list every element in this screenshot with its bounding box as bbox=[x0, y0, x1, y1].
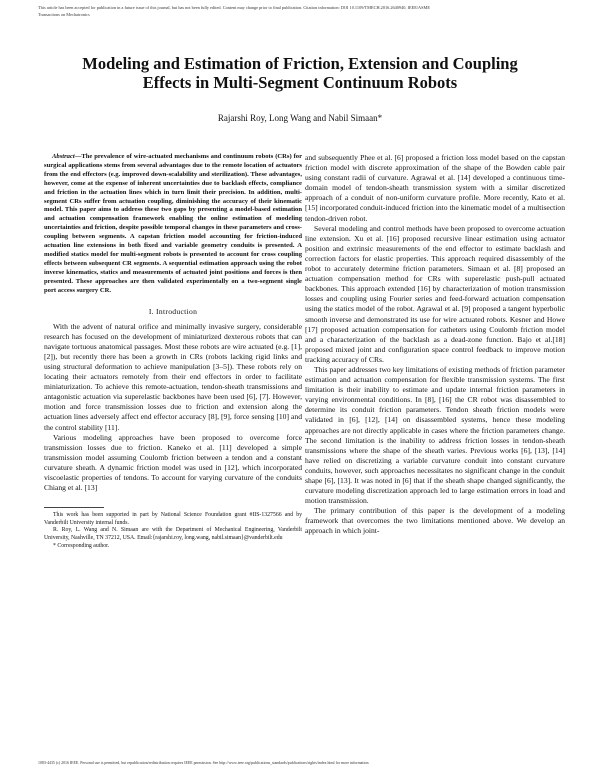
right-paragraph: This paper addresses two key limitations of existing methods of friction parameter estimation and actuation compensation for flexible transmission systems. The first limitation is their inability to estimate and update internal friction parameters in varying environmental conditions. In [8], [16] the CR robot was disassembled to determine its conduit friction parameters. Tendon sheath friction models were validated in [6], [12], [14] on disassembled systems, hence these modeling approaches are not directly applicable in cases where the friction parameters change. The second limitation is the inability to address friction losses in tendon-sheath transmissions where the shape of the sheath varies. Previous works [6], [13], [14] have relied on discretizing a variable curvature conduit into constant curvature conduits, however, such approaches necessitates no significant change in the conduit shape [6], [13]. It was noted in [6] that if the sheath shape changed significantly, the curvature modeling discretization approach led to large estimation errors in load and motion transmission. bbox=[305, 364, 565, 506]
section-heading-introduction: I. Introduction bbox=[148, 306, 198, 316]
footnote: * Corresponding author. bbox=[53, 542, 110, 549]
right-column bbox=[305, 153, 565, 537]
right-paragraph: The primary contribution of this paper is the development of a modeling framework that overcomes the two limitations mentioned above. We develop an approach in which joint- bbox=[305, 506, 565, 536]
journal-header bbox=[38, 5, 568, 18]
left-column bbox=[44, 153, 302, 550]
right-paragraph: Several modeling and control methods have been proposed to overcome actuation line extension. Xu et al. [16] proposed recursive linear estimation using actuator position and extrinsic measurements of the end effector to estimate backlash and correction factors for elastic properties. This approach required disassembly of the robot to accurately determine friction parameters. Simaan et al. [8] proposed an actuation compensation method for CRs with superelastic push-pull actuated backbones. This approach extended [16] by characterization of motion transmission losses and coupling using Fourier series and feed-forward actuation compensation using the statics model of the robot. Agrawal et al. [9] proposed a tangent hyperbolic smooth inverse and demonstrated its use for wire actuated robots. Kesner and Howe [17] proposed actuation compensation for catheters using Coulomb friction model and a characterization of the backlash as a dead-zone function. Bajo et al.[18] proposed mixed joint and configuration space control feedback to improve motion tracking accuracy of CRs. bbox=[305, 223, 565, 364]
header-line-2: Transactions on Mechatronics bbox=[38, 11, 90, 17]
footnote: This work has been supported in part by National Science Foundation grant #IIS-1327566 and by Vanderbilt University internal funds. bbox=[44, 512, 302, 526]
left-paragraph: Various modeling approaches have been proposed to overcome force transmission losses due to friction. Kaneko et al. [11] developed a simple transmission model assuming Coulomb friction between a tendon and a constant curvature sheath. A dynamic friction model was used in [12], which incorporated viscoelastic properties of tendons. To account for varying curvature of the conduits Chiang et al. [13] bbox=[44, 432, 302, 493]
abstract-lead: Abstract bbox=[52, 153, 75, 160]
author-list: Rajarshi Roy, Long Wang and Nabil Simaan* bbox=[217, 113, 383, 123]
header-line-1: This article has been accepted for publication in a future issue of this journal, but has not been fully edited. Content may change prior to final publication. Citation information: DOI 10.1109/TMECH.2016.2640940, IEEE/ASME bbox=[38, 5, 430, 10]
footnote: R. Roy, L. Wang and N. Simaan are with the Department of Mechanical Engineering, Vanderbilt University, Nashville, TN 37212, USA. Email:{rajarshi.roy, long.wang, nabil.simaan}@vanderbilt.edu bbox=[44, 527, 302, 541]
footnote-rule bbox=[44, 507, 104, 508]
paper-title: Modeling and Estimation of Friction, Extension and Coupling Effects in Multi-Segment Continuum Robots bbox=[82, 54, 518, 92]
right-paragraph: and subsequently Phee et al. [6] proposed a friction loss model based on the capstan friction model with discrete approximation of the shape of the Bowden cable pair using constant radii of curvature. Agrawal et al. [14] developed a continuous time-domain model of tendon-sheath transmission system with a similar discretized approach of a conduit of non-uniform curvature profile. More recently, Kato et al. [15] incorporated conduit-induced friction into the kinematic model of a multisection tendon-driven robot. bbox=[305, 153, 565, 223]
abstract-text: —The prevalence of wire-actuated mechanisms and continuum robots (CRs) for surgical applications stems from several advantages due to the remote location of actuators from the end effectors (e.g. improved down-scalability and sterilization). These advantages, however, come at the expense of inherent uncertainties due to backlash effects, compliance and friction in the actuation lines which in turn limit their precision. In addition, multi-segment CRs suffer from actuation coupling, diminishing the accuracy of their kinematic model. This paper aims to address these two gaps by presenting a model-based estimation and actuation compensation framework enabling the online estimation of modeling uncertainties and friction, despite possible temporal changes in these parameters and cross-coupling between segments. A capstan friction model accounting for friction-induced actuation line extensions in both fixed and variable geometry conduits is presented. A modified statics model for multi-segment robots is presented to account for cross coupling effects between subsequent CR segments. A sequential estimation approach using the robot inverse kinematics, statics and measurements of actuated joint positions and forces is then presented. These approaches are then validated experimentally on a two-segment single port access surgery CR. bbox=[44, 153, 302, 294]
left-paragraph: With the advent of natural orifice and minimally invasive surgery, considerable research has focused on the development of miniaturized dexterous robots that can navigate tortuous anatomical passages. Most these robots are wire actuated (e.g. [1], [2]), but recently there has been a growth in CRs (robots lacking rigid links and using structural deformation to achieve manipulation [3–5]). These robots rely on locating their actuators remotely from their end effectors in order to facilitate miniaturization. To achieve this remote-actuation, tendon-sheath transmissions and antagonistic actuation via superelastic backbones have been used [6], [7]. However, motion and force transmission losses due to friction and extension along the actuation lines adversely affect end effector accuracy [8], [9], force sensing [10] and the control stability [11]. bbox=[44, 321, 302, 432]
abstract bbox=[44, 153, 302, 296]
copyright-footer: 1083-4435 (c) 2016 IEEE. Personal use is permitted, but republication/redistribution requires IEEE permission. See http://www.ieee.org/publications_standards/publications/rights/index.html for more information. bbox=[38, 761, 370, 765]
